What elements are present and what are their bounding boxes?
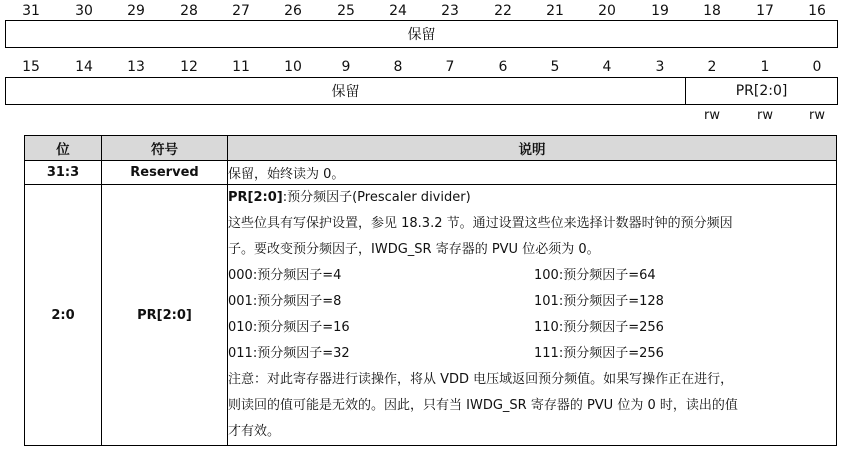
- bit-number: 9: [341, 59, 351, 75]
- bit-number: 26: [284, 3, 302, 19]
- bit-number: 28: [180, 3, 198, 19]
- lower-bit-numbers: [0, 59, 847, 77]
- bit-number: 7: [445, 59, 455, 75]
- pr-field: PR[2:0]: [735, 83, 788, 99]
- bit-number: 23: [441, 3, 459, 19]
- bit-number: 8: [393, 59, 403, 75]
- bit-number: 30: [75, 3, 93, 19]
- note-line: 才有效。: [228, 424, 281, 439]
- bit-number: 15: [22, 59, 40, 75]
- value-item: 100:预分频因子=64: [534, 268, 656, 283]
- table-row: [25, 161, 837, 185]
- symbol-cell: Reserved: [102, 161, 228, 185]
- table-row: [25, 185, 837, 446]
- value-item: 011:预分频因子=32: [228, 346, 350, 361]
- bit-number: 17: [756, 3, 774, 19]
- bit-number: 21: [546, 3, 564, 19]
- value-item: 111:预分频因子=256: [534, 346, 664, 361]
- description-cell: [228, 185, 837, 446]
- value-item: 110:预分频因子=256: [534, 320, 664, 335]
- header-bit: 位: [25, 136, 102, 161]
- field-title: [228, 185, 836, 211]
- bit-number: 4: [602, 59, 612, 75]
- bit-cell: 2:0: [25, 185, 102, 446]
- bit-number: 25: [337, 3, 355, 19]
- description-cell: 保留，始终读为 0。: [228, 161, 837, 185]
- bit-number: 5: [550, 59, 560, 75]
- access-type: rw: [809, 108, 825, 123]
- header-description: 说明: [228, 136, 837, 161]
- header-symbol: 符号: [102, 136, 228, 161]
- access-type: rw: [704, 108, 720, 123]
- bit-number: 18: [703, 3, 721, 19]
- description-line: 子。要改变预分频因子，IWDG_SR 寄存器的 PVU 位必须为 0。: [228, 242, 600, 257]
- bit-number: 14: [75, 59, 93, 75]
- bit-number: 11: [232, 59, 250, 75]
- bit-number: 27: [232, 3, 250, 19]
- bit-number: 22: [494, 3, 512, 19]
- lower-register-row: [5, 77, 838, 105]
- bit-description-table: [24, 135, 837, 446]
- note-line: 则读回的值可能是无效的。因此，只有当 IWDG_SR 寄存器的 PVU 位为 0 时，读出的值: [228, 398, 738, 413]
- bit-number: 19: [651, 3, 669, 19]
- access-type: rw: [757, 108, 773, 123]
- description-line: 这些位具有写保护设置，参见 18.3.2 节。通过设置这些位来选择计数器时钟的预分频因: [228, 216, 733, 231]
- bit-number: 3: [655, 59, 665, 75]
- bit-number: 12: [180, 59, 198, 75]
- bit-number: 16: [808, 3, 826, 19]
- bit-number: 13: [127, 59, 145, 75]
- note-line: 注意：对此寄存器进行读操作，将从 VDD 电压域返回预分频值。如果写操作正在进行，: [228, 372, 734, 387]
- upper-bit-numbers: [0, 3, 847, 21]
- bit-number: 1: [760, 59, 770, 75]
- bit-number: 31: [22, 3, 40, 19]
- bit-number: 6: [498, 59, 508, 75]
- bit-number: 10: [284, 59, 302, 75]
- reserved-field-lower: 保留: [6, 78, 686, 104]
- value-item: 010:预分频因子=16: [228, 320, 350, 335]
- field-title-name: PR[2:0]: [228, 190, 283, 205]
- value-item: 101:预分频因子=128: [534, 294, 664, 309]
- prescaler-values: [228, 263, 836, 367]
- field-title-rest: :预分频因子(Prescaler divider): [282, 190, 471, 205]
- bit-number: 2: [707, 59, 717, 75]
- bit-number: 0: [812, 59, 822, 75]
- bit-number: 29: [127, 3, 145, 19]
- bit-number: 20: [598, 3, 616, 19]
- reserved-field-upper: 保留: [407, 27, 436, 43]
- value-item: 000:预分频因子=4: [228, 268, 342, 283]
- symbol-cell: PR[2:0]: [102, 185, 228, 446]
- bit-number: 24: [389, 3, 407, 19]
- bit-cell: 31:3: [25, 161, 102, 185]
- table-header-row: [25, 136, 837, 161]
- value-item: 001:预分频因子=8: [228, 294, 342, 309]
- upper-register-row: [5, 20, 838, 48]
